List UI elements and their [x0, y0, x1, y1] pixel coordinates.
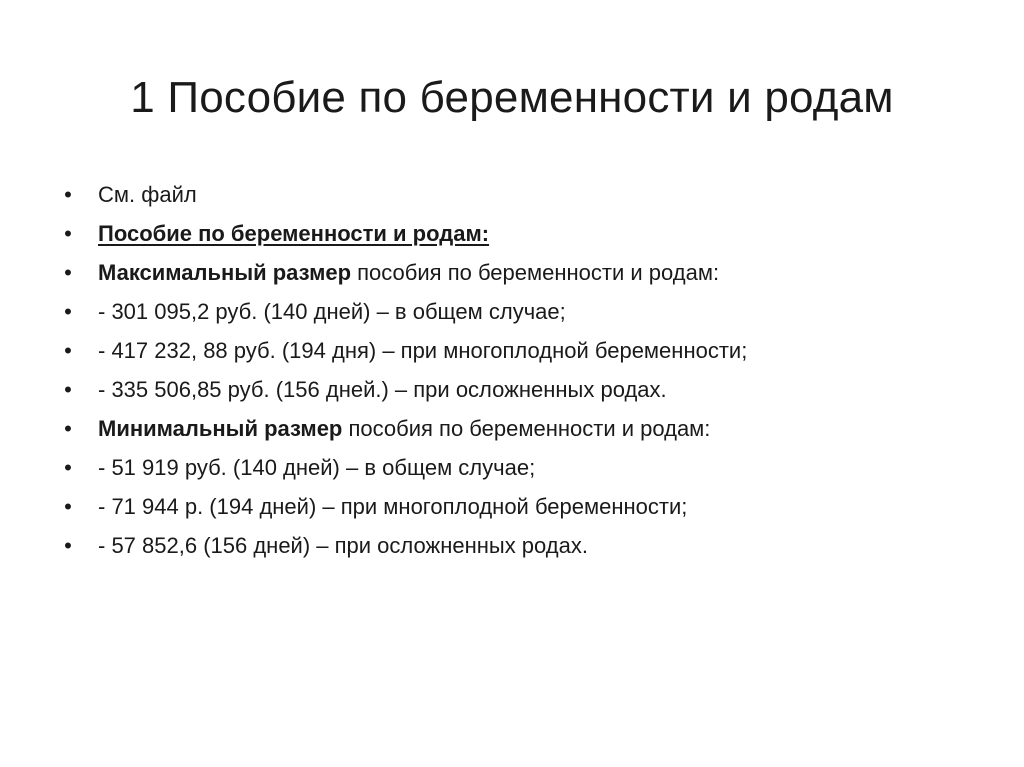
- bullet-item-see-file: [58, 175, 998, 214]
- min-size-text: пособия по беременности и родам:: [342, 416, 711, 441]
- bullet-icon: •: [64, 182, 72, 207]
- bullet-icon: •: [64, 533, 72, 558]
- bullet-item-max-size: [58, 253, 998, 292]
- bullet-item-min-general: [58, 448, 998, 487]
- bullet-text: - 51 919 руб. (140 дней) – в общем случае;: [98, 455, 536, 480]
- bullet-item-section-heading: [58, 214, 998, 253]
- bullet-text: См. файл: [98, 182, 197, 207]
- bullet-list: [58, 175, 998, 565]
- bullet-icon: •: [64, 299, 72, 324]
- bullet-item-min-size: [58, 409, 998, 448]
- bullet-icon: •: [64, 377, 72, 402]
- bullet-item-max-general: [58, 292, 998, 331]
- bullet-item-max-complicated: [58, 370, 998, 409]
- bullet-text: - 57 852,6 (156 дней) – при осложненных родах.: [98, 533, 588, 558]
- bullet-text: - 301 095,2 руб. (140 дней) – в общем случае;: [98, 299, 566, 324]
- bullet-text: - 71 944 р. (194 дней) – при многоплодной беременности;: [98, 494, 688, 519]
- section-heading: Пособие по беременности и родам:: [98, 221, 490, 246]
- bullet-icon: •: [64, 338, 72, 363]
- bullet-text: - 335 506,85 руб. (156 дней.) – при осложненных родах.: [98, 377, 667, 402]
- bullet-icon: •: [64, 455, 72, 480]
- bullet-icon: •: [64, 494, 72, 519]
- bullet-item-max-multiple: [58, 331, 998, 370]
- max-size-text: пособия по беременности и родам:: [351, 260, 720, 285]
- bullet-icon: •: [64, 416, 72, 441]
- bullet-icon: •: [64, 221, 72, 246]
- max-size-label: Максимальный размер: [98, 260, 352, 285]
- bullet-item-min-complicated: [58, 526, 998, 565]
- bullet-icon: •: [64, 260, 72, 285]
- bullet-text: - 417 232, 88 руб. (194 дня) – при многоплодной беременности;: [98, 338, 748, 363]
- bullet-item-min-multiple: [58, 487, 998, 526]
- min-size-label: Минимальный размер: [98, 416, 343, 441]
- slide-title: 1 Пособие по беременности и родам: [130, 73, 894, 122]
